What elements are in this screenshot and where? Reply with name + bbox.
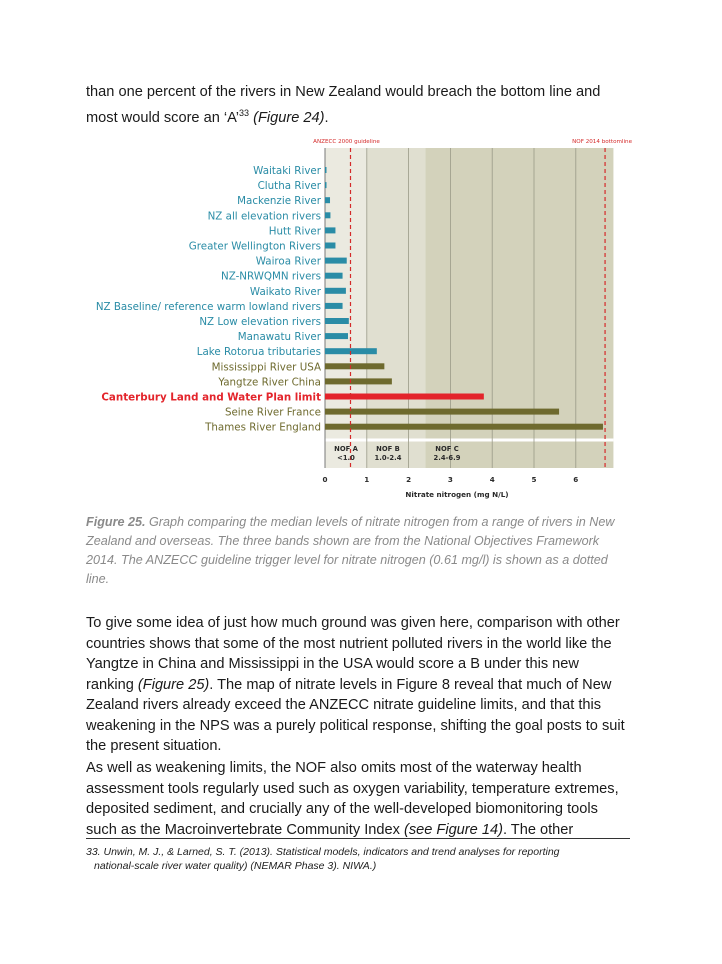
- bar: [325, 318, 349, 324]
- band-nof-c: [425, 148, 613, 468]
- category-label: Greater Wellington Rivers: [188, 240, 321, 253]
- category-label: Mississippi River USA: [211, 361, 321, 374]
- intro-figure-ref[interactable]: (Figure 24): [253, 109, 325, 126]
- intro-line1: than one percent of the rivers in New Zealand would breach the bottom line and: [86, 84, 601, 100]
- band-label: NOF B: [376, 445, 400, 453]
- band-label: NOF C: [435, 445, 459, 453]
- band-nof-b: [367, 148, 426, 468]
- x-axis-label: Nitrate nitrogen (mg N/L): [405, 490, 509, 499]
- bar: [325, 409, 559, 415]
- body-paragraph-2: As well as weakening limits, the NOF also omits most of the waterway health assessment tools regularly used such as oxygen variability, temperature extremes, deposited sediment, and crucially any of the well-developed biomonitoring tools such as the Macroinvertebrate Community Index (see Figure 14). The other: [86, 760, 619, 838]
- footnote-line2: national-scale river water quality) (NEMAR Phase 3). NIWA.): [94, 860, 377, 872]
- category-label: Lake Rotorua tributaries: [196, 346, 321, 359]
- category-label: Canterbury Land and Water Plan limit: [101, 391, 321, 404]
- bar: [325, 288, 346, 294]
- x-tick-label: 5: [531, 475, 537, 484]
- bar: [325, 167, 327, 173]
- footnote: [86, 845, 626, 873]
- x-tick-label: 3: [447, 475, 453, 484]
- x-tick-label: 0: [322, 475, 328, 484]
- x-tick-label: 6: [573, 475, 579, 484]
- category-label: NZ all elevation rivers: [207, 210, 321, 223]
- footnote-ref[interactable]: 33: [239, 107, 250, 118]
- reference-line-label: NOF 2014 bottomline: [572, 139, 633, 145]
- caption-label: Figure 25.: [86, 515, 146, 529]
- bar: [325, 243, 335, 249]
- intro-paragraph: than one percent of the rivers in New Zealand would breach the bottom line and most would score an ‘A’$^{33}$ (Figure 24).: [86, 84, 601, 126]
- x-tick-label: 1: [364, 475, 370, 484]
- bar: [325, 258, 347, 264]
- bar: [325, 424, 603, 430]
- intro-line2: most would score an ‘A’: [86, 109, 240, 126]
- category-label: Clutha River: [257, 180, 321, 193]
- x-tick-label: 2: [406, 475, 412, 484]
- category-label: Wairoa River: [255, 255, 321, 268]
- category-label: Hutt River: [268, 225, 321, 238]
- para1-figure-ref[interactable]: (Figure 25): [137, 676, 210, 693]
- category-label: Waitaki River: [253, 165, 321, 177]
- category-label: Manawatu River: [237, 331, 321, 344]
- bar: [325, 197, 330, 203]
- band-range-label: 2.4-6.9: [433, 454, 461, 462]
- category-label: Mackenzie River: [237, 195, 321, 208]
- footnote-divider: [86, 838, 630, 839]
- category-label: NZ-NRWQMN rivers: [221, 270, 321, 283]
- x-tick-label: 4: [489, 475, 495, 484]
- bar: [325, 303, 343, 309]
- bar: [325, 182, 327, 188]
- category-label: Yangtze River China: [218, 376, 321, 389]
- category-label: NZ Low elevation rivers: [199, 316, 321, 328]
- footnote-line1: 33. Unwin, M. J., & Larned, S. T. (2013). Statistical models, indicators and trend analyses for reporting: [86, 846, 560, 858]
- bar: [325, 378, 392, 384]
- band-range-label: 1.0-2.4: [374, 454, 402, 462]
- bar: [325, 363, 384, 369]
- category-label: Seine River France: [224, 406, 321, 419]
- bar: [325, 227, 335, 233]
- band-range-label: <1.0: [337, 454, 355, 462]
- reference-line-label: ANZECC 2000 guideline: [313, 139, 380, 145]
- para2-figure-ref[interactable]: (see Figure 14): [403, 821, 503, 838]
- category-label: Thames River England: [205, 421, 321, 434]
- bar: [325, 333, 348, 339]
- figure-caption: [86, 513, 621, 589]
- bar: [325, 212, 330, 218]
- band-label: NOF A: [334, 445, 358, 453]
- body-paragraph-1: To give some idea of just how much ground was given here, comparison with other countries shows that some of the most nutrient polluted rivers in the world like the Yangtze in China and Mississippi in the USA would score a B under this new ranking (Figure 25). The map of nitrate levels in Figure 8 reveal that much of New Zealand rivers already exceed the ANZECC nitrate guideline limits, and that this weakening in the NPS was a purely political response, shifting the goal posts to suit the present situation.: [86, 615, 625, 754]
- caption-text: Graph comparing the median levels of nitrate nitrogen from a range of rivers in New Zealand and overseas. The three bands shown are from the National Objectives Framework 2014. The ANZECC guideline trigger level for nitrate nitrogen (0.61 mg/l) is shown as a dotted line.: [86, 515, 615, 586]
- category-label: NZ Baseline/ reference warm lowland rivers: [95, 300, 321, 313]
- bar: [325, 273, 343, 279]
- category-label: Waikato River: [249, 285, 321, 298]
- bar: [325, 394, 484, 400]
